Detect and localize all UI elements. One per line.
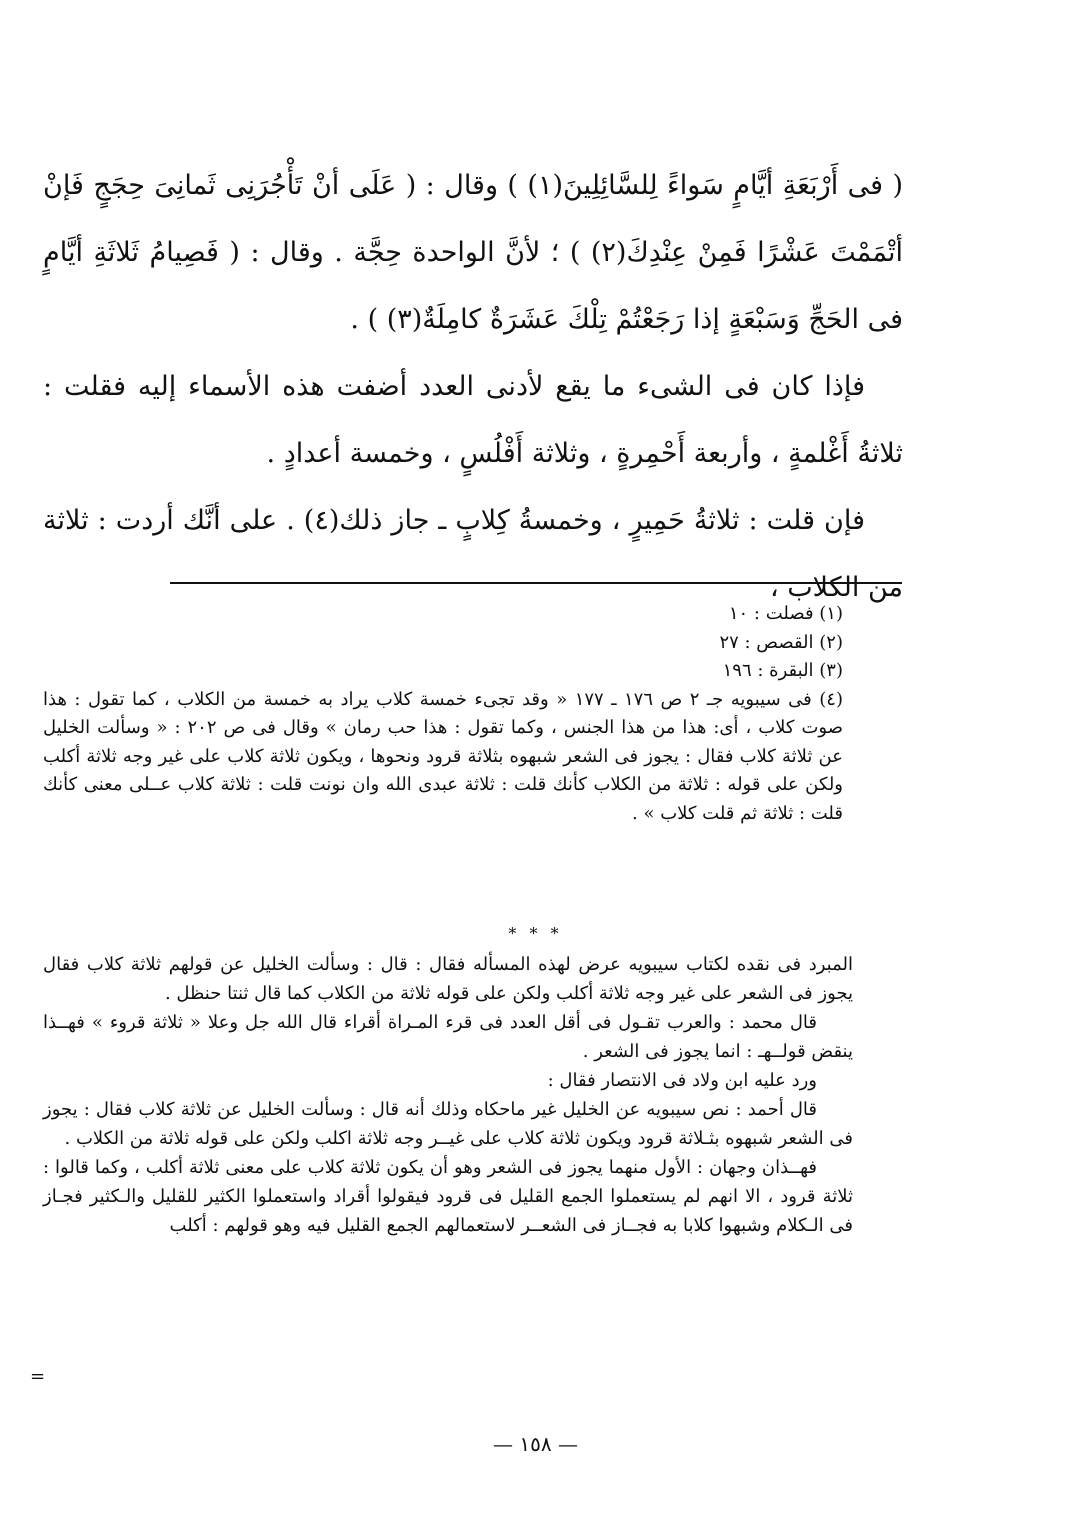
commentary-paragraph-4: قال أحمد : نص سيبويه عن الخليل غير ماحكاه وذلك أنه قال : وسألت الخليل عن ثلاثة كلاب فقال : يجوز فى الشعر شبهوه بثـلاثة قرود ويكون ثلاثة كلاب على غيــر وجه ثلاثة اكلب ولكن على قوله ثلاثة من الكلاب . bbox=[43, 1099, 853, 1149]
main-paragraph-2: فإذا كان فى الشىء ما يقع لأدنى العدد أضفت هذه الأسماء إليه فقلت : ثلاثةُ أَغْلمةٍ ، وأربعة أَحْمِرةٍ ، وثلاثة أَفْلُسٍ ، وخمسة أعدادٍ . bbox=[43, 371, 903, 469]
footnotes-block bbox=[43, 600, 843, 828]
footnote-3: (٣) البقرة : ١٩٦ bbox=[722, 660, 843, 681]
commentary-paragraph-5: فهــذان وجهان : الأول منهما يجوز فى الشعر وهو أن يكون ثلاثة كلاب على معنى ثلاثة أكلب ، وكما قالوا : ثلاثة قرود ، الا انهم لم يستعملوا الجمع القليل فى قرود فيقولوا أقراد واستعملوا الكثير للقليل والـكثير فجـاز فى الـكلام وشبهوا كلابا به فجــاز فى الشعــر لاستعمالهم الجمع القليل فيه وهو قولهم : أكلب bbox=[43, 1157, 853, 1236]
main-text-block bbox=[43, 152, 903, 621]
main-paragraph-3: فإن قلت : ثلاثةُ حَمِيرٍ ، وخمسةُ كِلابٍ ـ جاز ذلك(٤) . على أنَّك أردت : ثلاثة من الكلاب ، bbox=[43, 505, 903, 603]
main-paragraph-1: ( فى أَرْبَعَةِ أيَّامٍ سَواءً لِلسَّائِلِينَ(١) ) وقال : ( عَلَى أنْ تَأْجُرَنِى ثَمانِىَ حِجَجٍ فَإنْ أتْمَمْتَ عَشْرًا فَمِنْ عِنْدِكَ(٢) ) ؛ لأنَّ الواحدة حِجَّة . وقال : ( فَصِيامُ ثَلاثَةِ أيَّامٍ فى الحَجِّ وَسَبْعَةٍ إذا رَجَعْتُمْ تِلْكَ عَشَرَةٌ كامِلَةٌ(٣) ) . bbox=[43, 170, 904, 335]
page-number: — ١٥٨ — bbox=[493, 1432, 578, 1456]
commentary-paragraph-3: ورد عليه ابن ولاد فى الانتصار فقال : bbox=[547, 1070, 817, 1091]
footnote-separator-line bbox=[170, 582, 902, 584]
commentary-block bbox=[43, 950, 853, 1240]
commentary-paragraph-1: المبرد فى نقده لكتاب سيبويه عرض لهذه المسأله فقال : قال : وسألت الخليل عن قولهم ثلاثة كلاب فقال يجوز فى الشعر على غير وجه ثلاثة أكلب ولكن على قوله ثلاثة من الكلاب كما قال ثنتا حنظل . bbox=[43, 954, 853, 1004]
commentary-paragraph-2: قال محمد : والعرب تقـول فى أقل العدد فى قرء المـراة أقراء قال الله جل وعلا « ثلاثة قروء » فهــذا ينقض قولــهـ : انما يجوز فى الشعر . bbox=[43, 1012, 853, 1062]
footnote-4: (٤) فى سيبويه جـ ٢ ص ١٧٦ ـ ١٧٧ « وقد تجىء خمسة كلاب يراد به خمسة من الكلاب ، كما تقول : هذا صوت كلاب ، أى: هذا من هذا الجنس ، وكما تقول : هذا حب رمان » وقال فى ص ٢٠٢ : « وسألت الخليل عن ثلاثة كلاب فقال : يجوز فى الشعر شبهوه بثلاثة قرود ونحوها ، ويكون ثلاثة كلاب على غير وجه ثلاثة أكلب ولكن على قوله : ثلاثة من الكلاب كأنك قلت : ثلاثة عبدى الله وان نونت قلت : ثلاثة كلاب عــلى معنى كأنك قلت : ثلاثة ثم قلت كلاب » . bbox=[43, 688, 843, 824]
footnote-2: (٢) القصص : ٢٧ bbox=[719, 631, 843, 653]
margin-mark: = bbox=[30, 1366, 46, 1387]
section-separator-asterisks: * * * bbox=[508, 924, 563, 943]
footnote-1: (١) فصلت : ١٠ bbox=[728, 603, 843, 624]
